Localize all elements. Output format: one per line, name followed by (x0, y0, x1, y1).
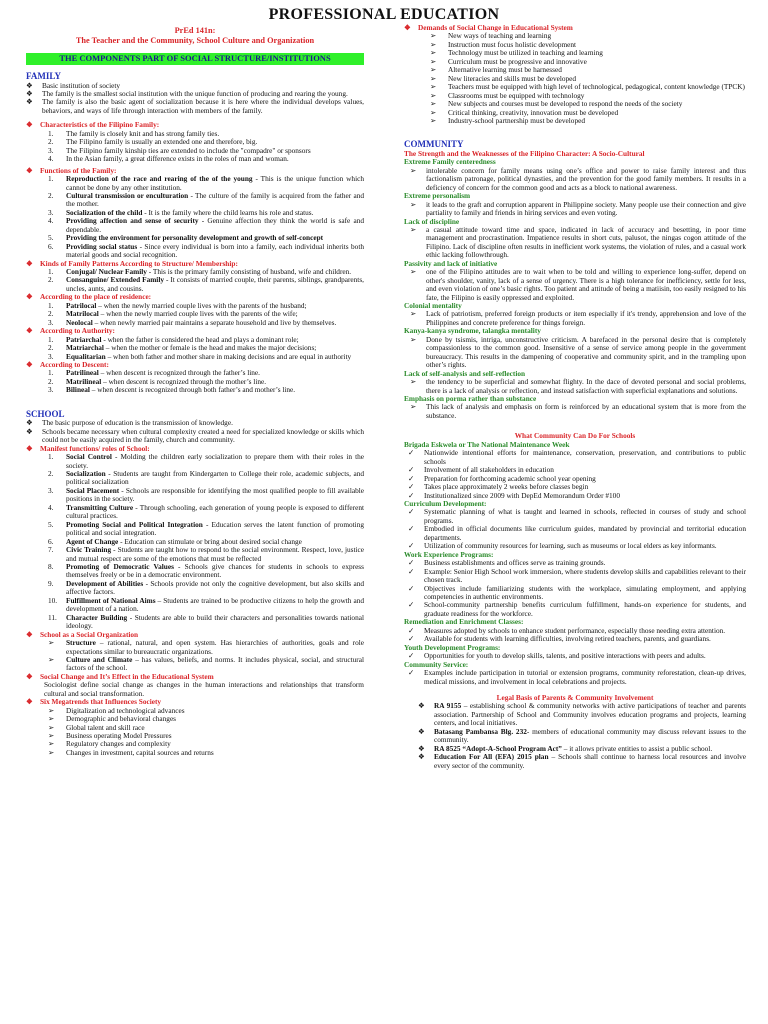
list-item: 4. Transmitting Culture - Through schooling, each generation of young people is exposed to different cultural practices. (48, 502, 364, 521)
list-item: 3. Neolocal – when newly married pair maintains a separate household and live by themselves. (48, 317, 337, 327)
list-item: ✓ School-community partnership benefits curriculum fulfillment, hands-on experience for students, and graduate readiness for the workforce. (404, 601, 746, 618)
demands-heading: ❖ Demands of Social Change in Educational System (404, 23, 573, 32)
group-name: Curriculum Development: (404, 499, 487, 508)
arrow-bullet-icon: ➢ (48, 747, 55, 757)
list-item: 2. Matrilineal – when descent is recognized through the mother’s line. (48, 376, 267, 386)
check-icon: ✓ (408, 541, 415, 551)
diamond-bullet-icon: ❖ (26, 360, 33, 370)
list-item: ➢ the tendency to be superficial and somewhat flighty. In the dace of devoted personal and social problems, there is a lack of analysis or reflection, and instead satisfaction with superficial explanations and solutions. (404, 378, 746, 395)
list-item: 7. Civic Training - Students are taught how to respond to the social environment. Respect, love, justice and mutual respect are some of the emotions that must be reflected (48, 545, 364, 563)
check-icon: ✓ (408, 448, 415, 458)
group-name: Community Service: (404, 659, 469, 669)
arrow-bullet-icon: ➢ (410, 267, 417, 277)
list-item: ➢ Culture and Climate – has values, beliefs, and norms. It includes physical, social, and structural factors of the school. (26, 656, 364, 673)
list-item: ➢ Critical thinking, creativity, innovation must be developed (404, 109, 746, 117)
list-item: ➢ Teachers must be equipped with high level of technological, pedagogical, content knowledge (TPCK) (404, 83, 746, 91)
megatrends-heading: ❖ Six Megatrends that Influences Society (26, 697, 162, 707)
family-heading: FAMILY (26, 71, 62, 82)
diamond-bullet-icon: ❖ (26, 326, 33, 336)
descent-heading: ❖ According to Descent: (26, 360, 109, 370)
list-item: 1. Conjugal/ Nuclear Family - This is the primary family consisting of husband, wife and children. (48, 267, 352, 277)
list-item: ➢ Structure – rational, natural, and open system. Has hierarchies of authorities, goals and role expectations similar to bureaucratic organizations. (26, 639, 364, 656)
arrow-bullet-icon: ➢ (48, 722, 55, 732)
list-item: ✓ Systematic planning of what is taught and learned in schools, reflected in courses of study and school programs. (404, 508, 746, 525)
list-item: ✓ Embodied in official documents like curriculum guides, mandated by provincial and territorial education departments. (404, 525, 746, 542)
list-item: 9. Development of Abilities - Schools provide not only the cognitive development, but also skills and affective factors. (48, 578, 364, 597)
arrow-bullet-icon: ➢ (48, 705, 55, 715)
arrow-bullet-icon: ➢ (410, 165, 417, 175)
diamond-bullet-icon: ❖ (26, 292, 33, 302)
diamond-bullet-icon: ❖ (26, 97, 33, 107)
check-icon: ✓ (408, 583, 415, 593)
diamond-bullet-icon: ❖ (26, 258, 33, 268)
list-item: ❖ RA 8525 “Adopt-A-School Program Act” – it allows private entities to assist a public school. (418, 743, 713, 753)
list-item: ✓ Objectives include familiarizing students with the workplace, simulating employment, and applying competencies in authentic environments. (404, 585, 746, 602)
functions-heading: ❖ Functions of the Family: (26, 165, 117, 175)
arrow-bullet-icon: ➢ (48, 638, 55, 648)
section-banner: THE COMPONENTS PART OF SOCIAL STRUCTURE/INSTITUTIONS (26, 53, 364, 65)
list-item: 6. Providing social status - Since every individual is born into a family, each individual inherits both material goods and social recognition. (48, 241, 364, 260)
arrow-bullet-icon: ➢ (430, 82, 437, 92)
arrow-bullet-icon: ➢ (410, 402, 417, 412)
arrow-bullet-icon: ➢ (410, 224, 417, 234)
diamond-bullet-icon: ❖ (26, 697, 33, 707)
list-item: 10. Fulfillment of National Aims – Students are trained to be productive citizens to help the growth and development of a nation. (48, 595, 364, 614)
community-heading: COMMUNITY (404, 139, 464, 150)
school-heading: SCHOOL (26, 408, 65, 419)
arrow-bullet-icon: ➢ (410, 309, 417, 319)
trait-name: Emphasis on porma rather than substance (404, 394, 537, 404)
descent-list (26, 369, 364, 394)
trait-name: Lack of self-analysis and self-reflection (404, 368, 526, 378)
check-icon: ✓ (408, 651, 415, 661)
list-item: 1. Patriarchal - when the father is considered the head and plays a dominant role; (48, 334, 299, 344)
list-item: 3. Social Placement - Schools are responsible for identifying the most qualified people to fill available positions in the society. (48, 485, 364, 504)
diamond-bullet-icon: ❖ (418, 752, 425, 762)
arrow-bullet-icon: ➢ (48, 739, 55, 749)
check-icon: ✓ (408, 566, 415, 576)
arrow-bullet-icon: ➢ (430, 107, 437, 117)
list-item: ✓ Utilization of community resources for learning, such as museums or local elders as key informants. (404, 542, 746, 550)
trait-name: Passivity and lack of initiative (404, 258, 498, 268)
diamond-bullet-icon: ❖ (26, 629, 33, 639)
characteristics-list (26, 130, 364, 164)
right-column (404, 24, 746, 770)
list-item: ✓ Preparation for forthcoming academic school year opening (404, 475, 746, 483)
functions-list (26, 175, 364, 260)
check-icon: ✓ (408, 507, 415, 517)
list-item: ➢ Changes in investment, capital sources and returns (26, 749, 364, 757)
arrow-bullet-icon: ➢ (430, 115, 437, 125)
arrow-bullet-icon: ➢ (430, 65, 437, 75)
list-item: 8. Promoting of Democratic Values - Schools give chances for students in schools to express themselves freely or be in a democratic environment. (48, 561, 364, 580)
list-item: ➢ Technology must be utilized in teaching and learning (404, 49, 746, 57)
diamond-bullet-icon: ❖ (418, 726, 425, 736)
check-icon: ✓ (408, 524, 415, 534)
check-icon: ✓ (408, 490, 415, 500)
check-icon: ✓ (408, 600, 415, 610)
group-name: Brigada Eskwela or The National Maintenance Week (404, 439, 570, 449)
left-column (26, 26, 364, 757)
course-name: The Teacher and the Community, School Culture and Organization (75, 35, 315, 45)
list-item: ➢ Curriculum must be progressive and innovative (404, 58, 746, 66)
arrow-bullet-icon: ➢ (430, 90, 437, 100)
list-item: ❖ Batasang Pambansa Blg. 232- members of educational community may discuss relevant issues to the community. (418, 726, 746, 745)
check-icon: ✓ (408, 625, 415, 635)
diamond-bullet-icon: ❖ (418, 743, 425, 753)
check-icon: ✓ (408, 482, 415, 492)
diamond-bullet-icon: ❖ (26, 671, 33, 681)
list-item: ➢ New subjects and courses must be developed to respond the needs of the society (404, 100, 746, 108)
school-intro: ❖ The basic purpose of education is the transmission of knowledge. ❖ Schools became necessary when cultural complexity created a need for specialized knowledge or skills which could not be easily acquired in the family, church and community. (26, 418, 364, 445)
arrow-bullet-icon: ➢ (410, 334, 417, 344)
course-code: PrEd 141n: (174, 26, 216, 35)
list-item: 3. Socialization of the child - It is the family where the child learns his role and status. (48, 207, 314, 217)
diamond-bullet-icon: ❖ (26, 418, 33, 428)
list-item: 1. Reproduction of the race and rearing of the of the young - This is the unique function which cannot be done by any other institution. (48, 174, 364, 192)
list-item: 3. Bilineal – when descent is recognized through both father’s and mother’s line. (48, 385, 296, 395)
list-item: ❖ RA 9155 – establishing school & community networks with active participations of teacher and parents association. Partnership of School and Community involves education programs and projects, learning centers, and local initiatives. (418, 701, 746, 728)
list-item: ➢ Demographic and behavioral changes (26, 715, 364, 723)
authority-heading: ❖ According to Authority: (26, 326, 115, 336)
trait-name: Extreme personalism (404, 191, 471, 201)
social-change-heading: ❖ Social Change and It’s Effect in the Educational System (26, 671, 214, 681)
arrow-bullet-icon: ➢ (430, 48, 437, 58)
list-item: ➢ one of the Filipino attitudes are to wait when to be told and willing to experience long-suffer, depend on other's shoulder, vanity, lack of a sense of urgency. There is a high tolerance for inefficiency, settle for less, and even violation of one’s basic rights. Too patient and attitude of being a matiisin, too easily resigned to his fate, the Filipino is easily oppressed and exploited. (404, 268, 746, 302)
legal-list (404, 702, 746, 770)
arrow-bullet-icon: ➢ (430, 39, 437, 49)
list-item: 2. Cultural transmission or enculturation - The culture of the family is acquired from the father and the mother. (48, 190, 364, 209)
list-item: 6. Agent of Change - Education can stimulate or bring about desired social change (48, 536, 302, 546)
residence-list (26, 302, 364, 327)
list-item: ➢ Industry-school partnership must be developed (404, 117, 746, 125)
list-item: ➢ intolerable concern for family means using one’s office and power to raise family interest and thus factionalism patronage, political dynasties, and the prevention for the good family members. It results in a deficiency of concern for the common good and acts as a block to national awareness. (404, 167, 746, 192)
list-item: ➢ Business operating Model Pressures (26, 732, 364, 740)
residence-heading: ❖ According to the place of residence: (26, 292, 152, 302)
list-item: ✓ Opportunities for youth to develop skills, talents, and positive interactions with peers and adults. (404, 652, 746, 660)
list-item: 2. The Filipino family is usually an extended one and therefore, big. (48, 137, 258, 147)
check-icon: ✓ (408, 465, 415, 475)
list-item: 2. Matrilocal – when the newly married couple lives with the parents of the wife; (48, 309, 298, 319)
list-item: ➢ New ways of teaching and learning (404, 32, 746, 40)
diamond-bullet-icon: ❖ (26, 165, 33, 175)
trait-name: Lack of discipline (404, 216, 460, 226)
social-change-text: Sociologist define social change as changes in the human interactions and relationships that transform cultural and social transformation. (44, 680, 364, 698)
list-item: ➢ Lack of patriotism, preferred foreign products or item especially if it's trendy, apprehension and love of the Philippines and concrete preference for things foreign. (404, 310, 746, 327)
list-item: ➢ Alternative learning must be harnessed (404, 66, 746, 74)
megatrends-list (26, 707, 364, 758)
diamond-bullet-icon: ❖ (26, 88, 33, 98)
page-title: PROFESSIONAL EDUCATION (268, 6, 500, 23)
list-item: ➢ This lack of analysis and emphasis on form is reinforced by an educational system that is more from the substance. (404, 403, 746, 420)
arrow-bullet-icon: ➢ (430, 73, 437, 83)
patterns-list (26, 268, 364, 293)
list-item: ✓ Nationwide intentional efforts for maintenance, conservation, preservation, and contributions to public schools (404, 449, 746, 466)
list-item: 3. Equalitarian – when both father and mother share in making decisions and are equal in authority (48, 351, 352, 361)
group-name: Remediation and Enrichment Classes: (404, 617, 524, 627)
manifest-functions-list (26, 453, 364, 631)
arrow-bullet-icon: ➢ (430, 56, 437, 66)
arrow-bullet-icon: ➢ (410, 377, 417, 387)
list-item: ➢ Global talent and skill race (26, 724, 364, 732)
list-item: ➢ Done by tsismis, intriga, unconstructive criticism. A barefaced in the personal desire that is completely compassionless to the common good. Insensitive of a sense of service among people in the government bureaucracy. This results in the dampening of cooperative and community spirit, and in the trampling upon other’s rights. (404, 336, 746, 370)
list-item: 1. Patrilineal – when descent is recognized through the father’s line. (48, 368, 260, 378)
demands-list (404, 32, 746, 125)
group-name: Work Experience Programs: (404, 549, 494, 559)
diamond-bullet-icon: ❖ (26, 443, 33, 453)
list-item: ❖ Education For All (EFA) 2015 plan – Schools shall continue to harness local resources and involve every sector of the community. (418, 752, 746, 770)
check-icon: ✓ (408, 558, 415, 568)
list-item: 4. Providing affection and sense of security - Genuine affection they think the world is safe and dependable. (48, 216, 364, 234)
arrow-bullet-icon: ➢ (430, 31, 437, 41)
list-item: 2. Socialization - Students are taught from Kindergarten to College their role, academic subjects, and political socialization (48, 468, 364, 487)
traits-list (404, 158, 746, 420)
list-item: ➢ it leads to the graft and corruption apparent in Philippine society. Many people use their connection and give partiality to family and friends in hiring services and even voting. (404, 201, 746, 218)
diamond-bullet-icon: ❖ (26, 426, 33, 436)
list-item: 1. Social Control - Molding the children early socialization to prepare them with their roles in the society. (48, 452, 364, 470)
organization-heading: ❖ School as a Social Organization (26, 629, 139, 639)
arrow-bullet-icon: ➢ (410, 199, 417, 209)
list-item: ✓ Takes place approximately 2 weeks before classes begin (404, 483, 746, 491)
arrow-bullet-icon: ➢ (48, 654, 55, 664)
manifest-functions-heading: ❖ Manifest functions/ roles of School: (26, 443, 150, 453)
list-item: 1. The family is closely knit and has strong family ties. (48, 128, 220, 138)
list-item: 11. Character Building - Students are able to build their characters and personalities towards national ideology. (48, 612, 364, 631)
arrow-bullet-icon: ➢ (48, 731, 55, 741)
diamond-bullet-icon: ❖ (26, 80, 33, 90)
trait-name: Colonial mentality (404, 301, 462, 311)
legal-basis-heading: Legal Basis of Parents & Community Involvement (496, 692, 654, 702)
organization-list (26, 639, 364, 673)
characteristics-heading: ❖ Characteristics of the Filipino Family: (26, 120, 160, 130)
what-community-groups (404, 441, 746, 686)
check-icon: ✓ (408, 668, 415, 678)
patterns-heading: ❖ Kinds of Family Patterns According to Structure/ Membership: (26, 258, 238, 268)
list-item: ✓ Measures adopted by schools to enhance student performance, especially those needing extra attention. (404, 627, 746, 635)
list-item: ➢ Digitalization ad technological advances (26, 707, 364, 715)
diamond-bullet-icon: ❖ (26, 120, 33, 130)
list-item: ➢ Classrooms must be equipped with technology (404, 92, 746, 100)
arrow-bullet-icon: ➢ (48, 714, 55, 724)
community-subheading: The Strength and the Weaknesses of the Filipino Character: A Socio-Cultural (404, 148, 645, 158)
list-item: ✓ Available for students with learning difficulties, involving retired teachers, parents, and guardians. (404, 635, 746, 643)
authority-list (26, 336, 364, 361)
arrow-bullet-icon: ➢ (430, 99, 437, 109)
list-item: ➢ New literacies and skills must be developed (404, 75, 746, 83)
list-item: 5. Providing the environment for personality development and growth of self-concept (48, 233, 324, 243)
check-icon: ✓ (408, 634, 415, 644)
list-item: ✓ Example: Senior High School work immersion, where students develop skills and capabilities relevant to their chosen track. (404, 568, 746, 585)
check-icon: ✓ (408, 473, 415, 483)
family-intro: ❖ Basic institution of society ❖ The family is the smallest social institution with the unique function of producing and rearing the young. ❖ The family is also the basic agent of socialization because it is here where the individual develops values, behaviors, and ways of life through interaction with members of the family. (26, 80, 364, 115)
list-item: ✓ Involvement of all stakeholders in education (404, 466, 746, 474)
list-item: 2. Consanguine/ Extended Family - It consists of married couple, their parents, siblings, grandparents, uncles, aunts, and cousins. (48, 275, 364, 293)
diamond-bullet-icon: ❖ (418, 701, 425, 711)
list-item: ➢ Instruction must focus holistic development (404, 41, 746, 49)
diamond-bullet-icon: ❖ (404, 23, 411, 32)
list-item: ➢ Regulatory changes and complexity (26, 740, 364, 748)
list-item: 5. Promoting Social and Political Integration - Education serves the latent function of promoting political and social integration. (48, 519, 364, 538)
list-item: ➢ a casual attitude toward time and space, indicated in lack of accuracy and besetting, in poor time management and procrastination. Impatience results in short cuts, palusot, the ningas cogon attitude of the Filipino. Lack of discipline often results in inefficient work systems, the violation of rules, and a casual work ethic lacking followthrough. (404, 226, 746, 260)
list-item: ✓ Business establishments and offices serve as training grounds. (404, 559, 746, 567)
list-item: 4. In the Asian family, a great difference exists in the roles of man and woman. (48, 154, 289, 164)
what-community-heading: What Community Can Do For Schools (514, 431, 636, 441)
trait-name: Kanya-kanya syndrome, talangka mentality (404, 326, 541, 336)
trait-name: Extreme Family centeredness (404, 157, 496, 167)
list-item: ✓ Institutionalized since 2009 with DepEd Memorandum Order #100 (404, 492, 746, 500)
list-item: 1. Patrilocal – when the newly married couple lives with the parents of the husband; (48, 300, 307, 310)
list-item: 3. The Filipino family kinship ties are extended to include the "compadre" or sponsors (48, 145, 311, 155)
group-name: Youth Development Programs: (404, 642, 501, 652)
list-item: ✓ Examples include participation in tutorial or extension programs, community reforestation, clean-up drives, medical missions, and involvement in local celebrations and projects. (404, 669, 746, 686)
list-item: 2. Matriarchal – when the mother or female is the head and makes the major decisions; (48, 343, 317, 353)
